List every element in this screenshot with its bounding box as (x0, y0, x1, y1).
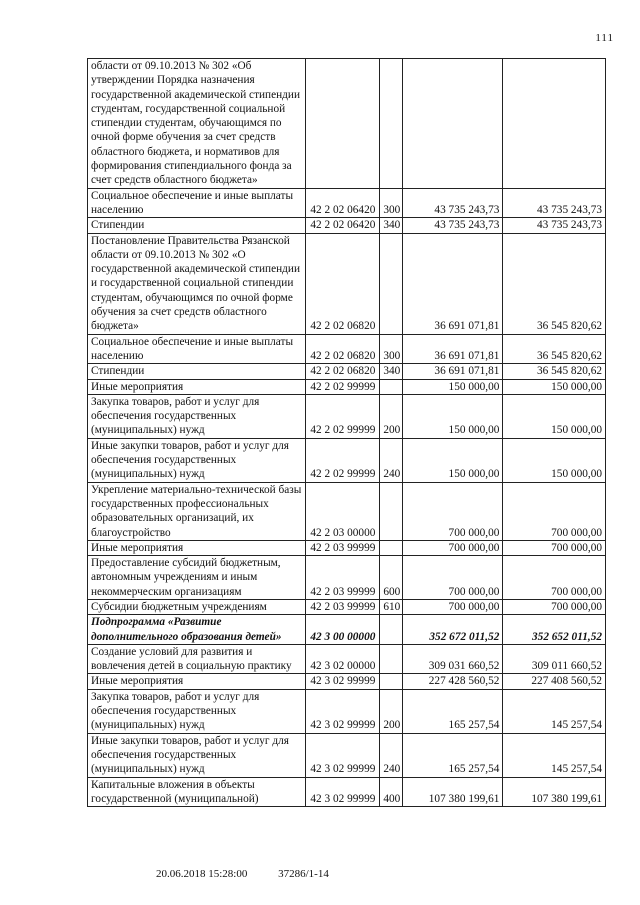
cell-code: 42 2 02 06820 (306, 364, 380, 379)
footer-doc-code: 37286/1-14 (278, 868, 329, 880)
cell-v1: 700 000,00 (402, 540, 503, 555)
cell-v1: 165 257,54 (402, 689, 503, 733)
table-row (88, 674, 606, 689)
cell-v1: 700 000,00 (402, 482, 503, 540)
cell-code: 42 3 02 99999 (306, 733, 380, 777)
cell-name: Стипендии (88, 364, 306, 379)
cell-type: 240 (380, 733, 403, 777)
cell-v1 (402, 59, 503, 189)
cell-type: 300 (380, 334, 403, 364)
table-row (88, 540, 606, 555)
table-row (88, 644, 606, 674)
cell-code: 42 3 02 00000 (306, 644, 380, 674)
cell-name: Подпрограмма «Развитие дополнительного образования детей» (88, 615, 306, 645)
cell-code: 42 2 02 06820 (306, 334, 380, 364)
cell-name: Иные мероприятия (88, 540, 306, 555)
cell-code: 42 2 02 06420 (306, 218, 380, 233)
cell-code: 42 3 00 00000 (306, 615, 380, 645)
table-row (88, 777, 606, 807)
cell-v2: 107 380 199,61 (503, 777, 606, 807)
cell-code: 42 2 02 99999 (306, 394, 380, 438)
cell-type: 300 (380, 188, 403, 218)
cell-v1: 309 031 660,52 (402, 644, 503, 674)
cell-name: Постановление Правительства Рязанской области от 09.10.2013 № 302 «О государственной академической стипендии и государственной социальной стипендии студентам, обучающимся по очной форме обучения за счет средств областного бюджета» (88, 233, 306, 334)
cell-v1: 36 691 071,81 (402, 233, 503, 334)
page-footer (156, 868, 329, 880)
table-row (88, 482, 606, 540)
cell-v2: 36 545 820,62 (503, 364, 606, 379)
cell-v2: 43 735 243,73 (503, 188, 606, 218)
cell-v2: 150 000,00 (503, 379, 606, 394)
cell-code: 42 2 03 99999 (306, 540, 380, 555)
cell-name: Иные закупки товаров, работ и услуг для обеспечения государственных (муниципальных) нужд (88, 438, 306, 482)
cell-type (380, 482, 403, 540)
table-row (88, 188, 606, 218)
cell-v2: 36 545 820,62 (503, 233, 606, 334)
cell-type: 240 (380, 438, 403, 482)
cell-type (380, 644, 403, 674)
table-row (88, 218, 606, 233)
cell-code: 42 2 03 00000 (306, 482, 380, 540)
cell-type: 610 (380, 599, 403, 614)
cell-v2: 352 652 011,52 (503, 615, 606, 645)
cell-type (380, 233, 403, 334)
cell-name: Укрепление материально-технической базы государственных профессиональных образовательных организаций, их благоустройство (88, 482, 306, 540)
cell-name: Капитальные вложения в объекты государственной (муниципальной) (88, 777, 306, 807)
cell-code (306, 59, 380, 189)
cell-v1: 43 735 243,73 (402, 218, 503, 233)
cell-v2: 700 000,00 (503, 540, 606, 555)
cell-v1: 165 257,54 (402, 733, 503, 777)
cell-code: 42 2 02 06420 (306, 188, 380, 218)
cell-v1: 150 000,00 (402, 394, 503, 438)
cell-name: Закупка товаров, работ и услуг для обеспечения государственных (муниципальных) нужд (88, 689, 306, 733)
table-row (88, 394, 606, 438)
cell-name: Предоставление субсидий бюджетным, автономным учреждениям и иным некоммерческим организациям (88, 556, 306, 600)
table-row (88, 438, 606, 482)
cell-name: Стипендии (88, 218, 306, 233)
cell-type (380, 379, 403, 394)
cell-code: 42 2 03 99999 (306, 599, 380, 614)
cell-v2: 145 257,54 (503, 689, 606, 733)
cell-v1: 43 735 243,73 (402, 188, 503, 218)
cell-v1: 150 000,00 (402, 379, 503, 394)
cell-type (380, 540, 403, 555)
cell-v2: 150 000,00 (503, 438, 606, 482)
budget-table-body (88, 59, 606, 807)
cell-type (380, 674, 403, 689)
cell-v2: 36 545 820,62 (503, 334, 606, 364)
page-number: 111 (595, 32, 614, 44)
cell-code: 42 2 02 99999 (306, 379, 380, 394)
cell-type (380, 615, 403, 645)
footer-datetime: 20.06.2018 15:28:00 (156, 868, 248, 880)
cell-v2: 700 000,00 (503, 599, 606, 614)
cell-code: 42 2 02 99999 (306, 438, 380, 482)
cell-v2: 309 011 660,52 (503, 644, 606, 674)
cell-v1: 700 000,00 (402, 556, 503, 600)
cell-v2: 700 000,00 (503, 482, 606, 540)
cell-v1: 36 691 071,81 (402, 334, 503, 364)
table-row (88, 599, 606, 614)
cell-code: 42 2 02 06820 (306, 233, 380, 334)
table-row (88, 334, 606, 364)
table-row (88, 59, 606, 189)
cell-type: 400 (380, 777, 403, 807)
cell-v1: 227 428 560,52 (402, 674, 503, 689)
cell-v2: 150 000,00 (503, 394, 606, 438)
cell-v2: 145 257,54 (503, 733, 606, 777)
cell-type: 200 (380, 689, 403, 733)
table-row (88, 615, 606, 645)
cell-name: Создание условий для развития и вовлечения детей в социальную практику (88, 644, 306, 674)
cell-v2: 43 735 243,73 (503, 218, 606, 233)
cell-type: 340 (380, 364, 403, 379)
cell-code: 42 3 02 99999 (306, 777, 380, 807)
cell-name: Субсидии бюджетным учреждениям (88, 599, 306, 614)
cell-v1: 36 691 071,81 (402, 364, 503, 379)
budget-table (87, 58, 606, 807)
table-row (88, 364, 606, 379)
cell-v2 (503, 59, 606, 189)
cell-name: Социальное обеспечение и иные выплаты населению (88, 188, 306, 218)
table-row (88, 556, 606, 600)
cell-name: Закупка товаров, работ и услуг для обеспечения государственных (муниципальных) нужд (88, 394, 306, 438)
cell-v2: 700 000,00 (503, 556, 606, 600)
cell-v1: 700 000,00 (402, 599, 503, 614)
cell-name: Иные закупки товаров, работ и услуг для обеспечения государственных (муниципальных) нужд (88, 733, 306, 777)
cell-name: Иные мероприятия (88, 674, 306, 689)
table-row (88, 233, 606, 334)
table-row (88, 379, 606, 394)
cell-code: 42 3 02 99999 (306, 689, 380, 733)
cell-code: 42 2 03 99999 (306, 556, 380, 600)
cell-v1: 352 672 011,52 (402, 615, 503, 645)
table-row (88, 733, 606, 777)
cell-v1: 107 380 199,61 (402, 777, 503, 807)
cell-code: 42 3 02 99999 (306, 674, 380, 689)
table-row (88, 689, 606, 733)
cell-v2: 227 408 560,52 (503, 674, 606, 689)
cell-type: 200 (380, 394, 403, 438)
cell-type (380, 59, 403, 189)
cell-type: 340 (380, 218, 403, 233)
cell-name: Иные мероприятия (88, 379, 306, 394)
cell-name: Социальное обеспечение и иные выплаты населению (88, 334, 306, 364)
cell-name: области от 09.10.2013 № 302 «Об утверждении Порядка назначения государственной академической стипендии студентам, государственной социальной стипендии студентам, обучающимся по очной форме обучения за счет средств областного бюджета, и нормативов для формирования стипендиального фонда за счет средств областного бюджета» (88, 59, 306, 189)
cell-v1: 150 000,00 (402, 438, 503, 482)
cell-type: 600 (380, 556, 403, 600)
